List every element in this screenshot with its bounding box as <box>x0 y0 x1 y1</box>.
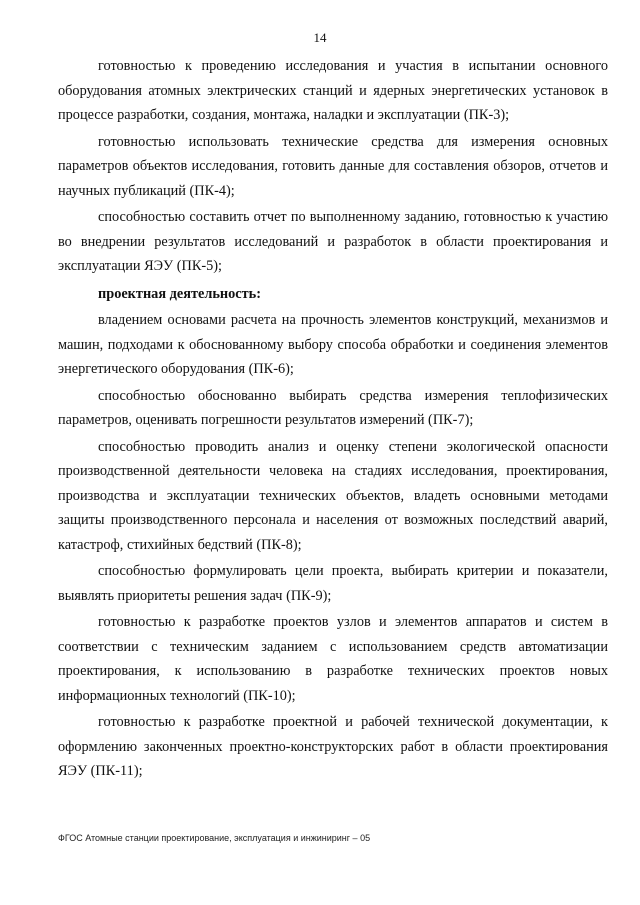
paragraph-pk-8: способностью проводить анализ и оценку степени экологической опасности производственной деятельности человека на стадиях исследования, проектирования, производства и эксплуатации технических объектов, владеть основными методами защиты производственного персонала и населения от возможных последствий аварий, катастроф, стихийных бедствий (ПК-8); <box>58 438 608 553</box>
page-body <box>58 54 608 786</box>
page-number: 14 <box>313 30 327 45</box>
section-heading: проектная деятельность: <box>98 285 261 302</box>
paragraph-pk-7: способностью обоснованно выбирать средства измерения теплофизических параметров, оценивать погрешности результатов измерений (ПК-7); <box>58 387 608 428</box>
page-footer: ФГОС Атомные станции проектирование, эксплуатация и инжиниринг – 05 <box>58 833 371 843</box>
paragraph-pk-6: владением основами расчета на прочность элементов конструкций, механизмов и машин, подходами к обоснованному выбору способа обработки и соединения элементов энергетического оборудования (ПК-6); <box>58 312 608 377</box>
paragraph-pk-5: способностью составить отчет по выполненному заданию, готовностью к участию во внедрении результатов исследований и разработок в области проектирования и эксплуатации ЯЭУ (ПК-5); <box>58 209 608 274</box>
paragraph-pk-11: готовностью к разработке проектной и рабочей технической документации, к оформлению законченных проектно-конструкторских работ в области проектирования ЯЭУ (ПК-11); <box>58 714 608 779</box>
paragraph-pk-9: способностью формулировать цели проекта, выбирать критерии и показатели, выявлять приоритеты решения задач (ПК-9); <box>58 563 608 604</box>
paragraph-pk-10: готовностью к разработке проектов узлов и элементов аппаратов и систем в соответствии с техническим заданием с использованием средств автоматизации проектирования, к использованию в разработке технических проектов новых информационных технологий (ПК-10); <box>58 614 608 704</box>
paragraph-pk-4: готовностью использовать технические средства для измерения основных параметров объектов исследования, готовить данные для составления обзоров, отчетов и научных публикаций (ПК-4); <box>58 133 608 199</box>
paragraph-pk-3: готовностью к проведению исследования и участия в испытании основного оборудования атомных электрических станций и ядерных энергетических установок в процессе разработки, создания, монтажа, наладки и эксплуатации (ПК-3); <box>58 58 608 123</box>
